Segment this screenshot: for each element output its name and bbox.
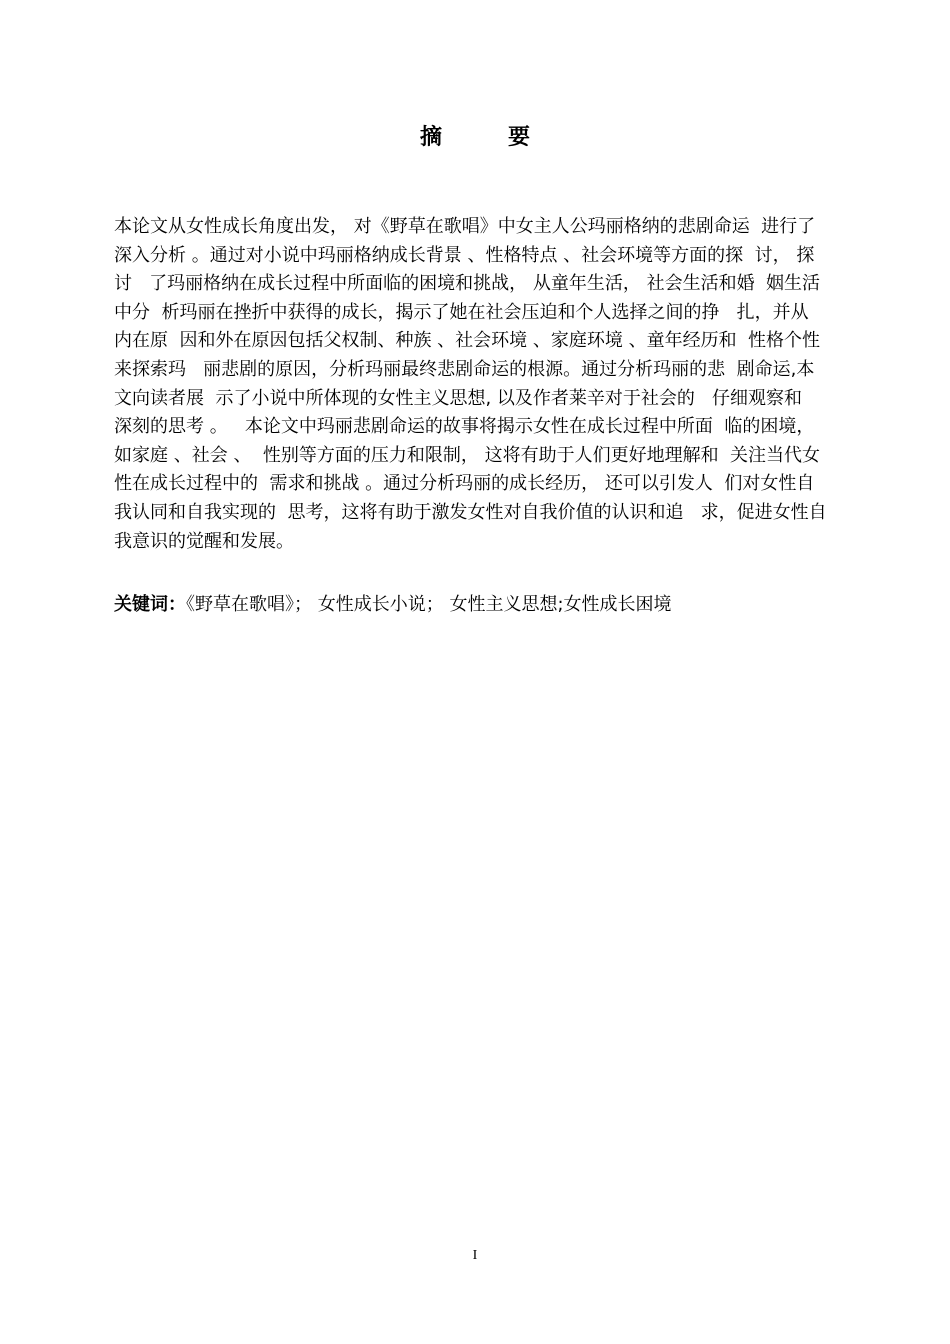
abstract-line: 内在原 因和外在原因包括父权制、种族 、社会环境 、家庭环境 、童年经历和 性格个性 <box>114 330 821 352</box>
abstract-line: 中分 析玛丽在挫折中获得的成长，揭示了她在社会压迫和个人选择之间的挣 扎，并从 <box>114 301 809 323</box>
abstract-line: 来探索玛 丽悲剧的原因，分析玛丽最终悲剧命运的根源。通过分析玛丽的悲 剧命运,本 <box>114 358 815 380</box>
abstract-line: 文向读者展 示了小说中所体现的女性主义思想, 以及作者莱辛对于社会的 仔细观察和 <box>114 387 803 409</box>
abstract-line: 如家庭 、社会 、 性别等方面的压力和限制， 这将有助于人们更好地理解和 关注当代女 <box>114 444 821 466</box>
abstract-title: 摘 要 <box>419 125 552 150</box>
abstract-line: 本论文从女性成长角度出发， 对《野草在歌唱》中女主人公玛丽格纳的悲剧命运 进行了 <box>114 216 816 237</box>
abstract-body <box>114 213 859 556</box>
abstract-line: 性在成长过程中的 需求和挑战 。通过分析玛丽的成长经历， 还可以引发人 们对女性自 <box>114 473 815 495</box>
abstract-line: 我意识的觉醒和发展。 <box>114 530 294 552</box>
abstract-line: 讨 了玛丽格纳在成长过程中所面临的困境和挑战， 从童年生活， 社会生活和婚 姻生活 <box>114 273 821 295</box>
abstract-line: 我认同和自我实现的 思考，这将有助于激发女性对自我价值的认识和追 求，促进女性自 <box>114 501 827 523</box>
abstract-line: 深刻的思考 。 本论文中玛丽悲剧命运的故事将揭示女性在成长过程中所面 临的困境， <box>114 416 815 438</box>
abstract-line: 深入分析 。通过对小说中玛丽格纳成长背景 、性格特点 、社会环境等方面的探 讨， 探 <box>114 244 815 266</box>
page-number: I <box>472 1248 478 1263</box>
keywords-text: 《野草在歌唱》； 女性成长小说； 女性主义思想;女性成长困境 <box>186 594 672 615</box>
keywords-line <box>114 591 672 619</box>
keywords-label: 关键词： <box>114 594 186 615</box>
